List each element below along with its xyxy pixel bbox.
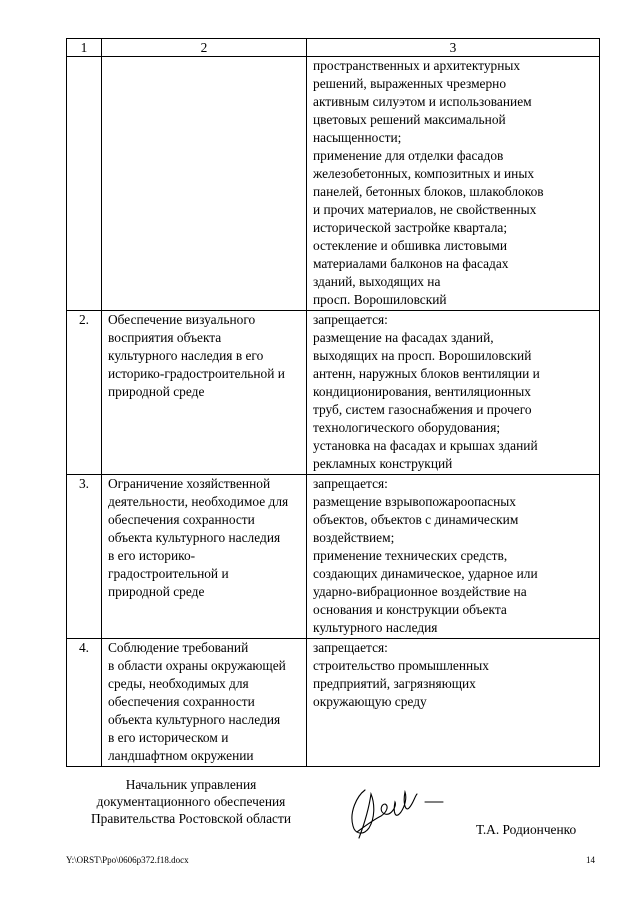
requirement-line: в его историческом и: [108, 730, 229, 745]
handwritten-signature: [335, 782, 455, 852]
details-line: окружающую среду: [313, 694, 427, 709]
requirement-line: среды, необходимых для: [108, 676, 249, 691]
details-line: просп. Ворошиловский: [313, 292, 447, 307]
requirement-line: Ограничение хозяйственной: [108, 476, 271, 491]
details-line: объектов, объектов с динамическим: [313, 512, 519, 527]
table-row: [67, 475, 600, 639]
header-col-3: 3: [307, 39, 600, 57]
requirement-line: природной среде: [108, 584, 205, 599]
details-line: создающих динамическое, ударное или: [313, 566, 538, 581]
details-line: применение технических средств,: [313, 548, 508, 563]
details-line: выходящих на просп. Ворошиловский: [313, 348, 532, 363]
details-line: материалами балконов на фасадах: [313, 256, 509, 271]
requirement-cell: [102, 311, 307, 475]
requirement-cell: [102, 475, 307, 639]
details-line: основания и конструкции объекта: [313, 602, 507, 617]
requirement-line: культурного наследия в его: [108, 348, 264, 363]
row-number: [67, 57, 102, 311]
details-line: технологического оборудования;: [313, 420, 501, 435]
position-line: документационного обеспечения: [96, 794, 286, 809]
requirement-cell: [102, 57, 307, 311]
file-path: Y:\ORST\Ppo\0606p372.f18.docx: [66, 855, 189, 865]
requirement-line: объекта культурного наследия: [108, 530, 281, 545]
details-line: остекление и обшивка листовыми: [313, 238, 508, 253]
details-line: труб, систем газоснабжения и прочего: [313, 402, 532, 417]
table-row: [67, 57, 600, 311]
row-number: 4.: [67, 639, 102, 767]
details-line: рекламных конструкций: [313, 456, 453, 471]
requirement-line: в области охраны окружающей: [108, 658, 286, 673]
details-cell: [307, 311, 600, 475]
signer-name: Т.А. Родионченко: [476, 822, 577, 837]
table-row: [67, 311, 600, 475]
details-line: предприятий, загрязняющих: [313, 676, 476, 691]
header-col-1: 1: [67, 39, 102, 57]
details-line: запрещается:: [313, 640, 388, 655]
details-line: насыщенности;: [313, 130, 402, 145]
requirement-line: градостроительной и: [108, 566, 229, 581]
requirement-line: обеспечения сохранности: [108, 694, 255, 709]
requirement-line: деятельности, необходимое для: [108, 494, 289, 509]
details-cell: [307, 475, 600, 639]
requirement-line: в его историко-: [108, 548, 196, 563]
details-line: цветовых решений максимальной: [313, 112, 506, 127]
details-line: установка на фасадах и крышах зданий: [313, 438, 538, 453]
row-number: 3.: [67, 475, 102, 639]
details-line: и прочих материалов, не свойственных: [313, 202, 537, 217]
table-body: [67, 39, 600, 767]
requirement-cell: [102, 639, 307, 767]
table-row: [67, 639, 600, 767]
signer-position: [60, 776, 322, 827]
header-col-2: 2: [102, 39, 307, 57]
requirement-line: историко-градостроительной и: [108, 366, 285, 381]
requirement-line: объекта культурного наследия: [108, 712, 281, 727]
details-line: исторической застройке квартала;: [313, 220, 508, 235]
requirement-line: ландшафтном окружении: [108, 748, 254, 763]
details-line: строительство промышленных: [313, 658, 489, 673]
details-line: решений, выраженных чрезмерно: [313, 76, 507, 91]
details-line: запрещается:: [313, 476, 388, 491]
table-header-row: [67, 39, 600, 57]
details-cell: [307, 57, 600, 311]
details-line: запрещается:: [313, 312, 388, 327]
details-line: культурного наследия: [313, 620, 438, 635]
details-line: панелей, бетонных блоков, шлакоблоков: [313, 184, 544, 199]
requirement-line: Соблюдение требований: [108, 640, 249, 655]
details-line: размещение на фасадах зданий,: [313, 330, 494, 345]
details-line: ударно-вибрационное воздействие на: [313, 584, 527, 599]
position-line: Правительства Ростовской области: [90, 811, 292, 826]
requirement-line: восприятия объекта: [108, 330, 222, 345]
position-line: Начальник управления: [125, 777, 257, 792]
page-number: 14: [586, 855, 595, 865]
details-line: зданий, выходящих на: [313, 274, 441, 289]
requirement-line: Обеспечение визуального: [108, 312, 256, 327]
details-cell: [307, 639, 600, 767]
details-line: антенн, наружных блоков вентиляции и: [313, 366, 540, 381]
details-line: применение для отделки фасадов: [313, 148, 504, 163]
details-line: железобетонных, композитных и иных: [313, 166, 535, 181]
details-line: воздействием;: [313, 530, 395, 545]
details-line: активным силуэтом и использованием: [313, 94, 532, 109]
details-line: пространственных и архитектурных: [313, 58, 521, 73]
row-number: 2.: [67, 311, 102, 475]
requirement-line: обеспечения сохранности: [108, 512, 255, 527]
requirement-line: природной среде: [108, 384, 205, 399]
details-line: кондиционирования, вентиляционных: [313, 384, 531, 399]
details-line: размещение взрывопожароопасных: [313, 494, 516, 509]
requirements-table: [66, 38, 600, 767]
